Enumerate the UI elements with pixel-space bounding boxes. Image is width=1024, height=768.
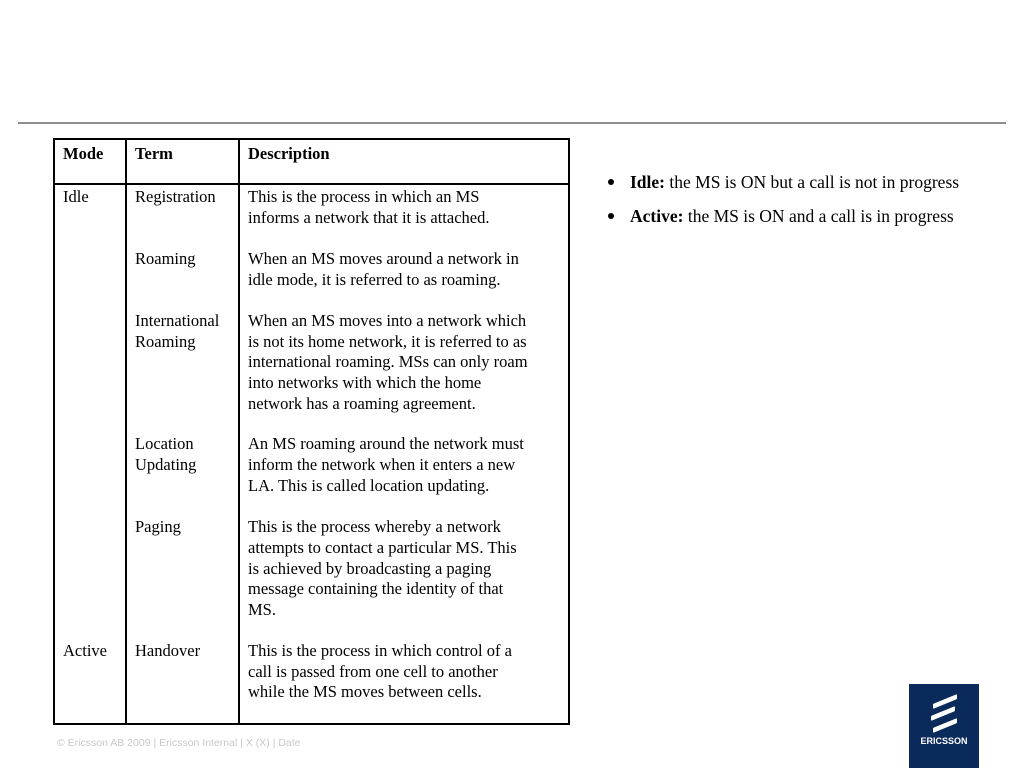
cell-mode-active: Active bbox=[63, 641, 107, 660]
cell-description: network has a roaming agreement. bbox=[248, 394, 476, 413]
cell-description: is not its home network, it is referred to as bbox=[248, 332, 527, 351]
cell-description: informs a network that it is attached. bbox=[248, 208, 490, 227]
logo-text: ERICSSON bbox=[920, 736, 968, 746]
bullet-text: the MS is ON and a call is in progress bbox=[683, 206, 954, 226]
bullet-term: Idle: bbox=[630, 172, 665, 192]
bullet-term: Active: bbox=[630, 206, 684, 226]
cell-term-paging: Paging bbox=[135, 517, 181, 536]
cell-term-international-roaming: International bbox=[135, 311, 220, 330]
cell-description: message containing the identity of that bbox=[248, 579, 504, 598]
cell-description: LA. This is called location updating. bbox=[248, 476, 490, 495]
header-term: Term bbox=[135, 144, 173, 163]
bullet-dot-icon bbox=[608, 213, 614, 219]
cell-description: attempts to contact a particular MS. This bbox=[248, 538, 517, 557]
cell-description: When an MS moves around a network in bbox=[248, 249, 519, 268]
cell-term-international-roaming: Roaming bbox=[135, 332, 196, 351]
cell-description: MS. bbox=[248, 600, 276, 619]
cell-description: An MS roaming around the network must bbox=[248, 434, 524, 453]
table-column-divider bbox=[125, 140, 127, 723]
cell-description: This is the process in which an MS bbox=[248, 187, 480, 206]
cell-description: When an MS moves into a network which bbox=[248, 311, 527, 330]
cell-term-registration: Registration bbox=[135, 187, 216, 206]
bullet-text: the MS is ON but a call is not in progress bbox=[665, 172, 960, 192]
footer-text: © Ericsson AB 2009 | Ericsson Internal | X (X) | Date bbox=[57, 737, 301, 749]
cell-term-roaming: Roaming bbox=[135, 249, 196, 268]
table-column-divider bbox=[238, 140, 240, 723]
header-mode: Mode bbox=[63, 144, 104, 163]
cell-description: call is passed from one cell to another bbox=[248, 662, 498, 681]
logo-bar-icon bbox=[931, 706, 955, 721]
table-header-divider bbox=[55, 183, 568, 185]
cell-description: This is the process in which control of a bbox=[248, 641, 512, 660]
cell-term-location-updating: Updating bbox=[135, 455, 197, 474]
cell-description: international roaming. MSs can only roam bbox=[248, 352, 528, 371]
cell-mode-idle: Idle bbox=[63, 187, 89, 206]
cell-term-handover: Handover bbox=[135, 641, 201, 660]
cell-description: idle mode, it is referred to as roaming. bbox=[248, 270, 501, 289]
cell-description: inform the network when it enters a new bbox=[248, 455, 516, 474]
bullet-dot-icon bbox=[608, 179, 614, 185]
bullet-item-active bbox=[608, 205, 959, 227]
ericsson-logo bbox=[909, 684, 979, 768]
title-divider bbox=[18, 122, 1006, 124]
cell-description: while the MS moves between cells. bbox=[248, 682, 482, 701]
cell-description: is achieved by broadcasting a paging bbox=[248, 559, 492, 578]
bullet-item-idle bbox=[608, 171, 959, 193]
terms-table bbox=[53, 138, 570, 725]
logo-bar-icon bbox=[933, 718, 957, 733]
cell-description: This is the process whereby a network bbox=[248, 517, 501, 536]
cell-term-location-updating: Location bbox=[135, 434, 194, 453]
bullet-list bbox=[608, 171, 959, 239]
cell-description: into networks with which the home bbox=[248, 373, 482, 392]
header-description: Description bbox=[248, 144, 330, 163]
